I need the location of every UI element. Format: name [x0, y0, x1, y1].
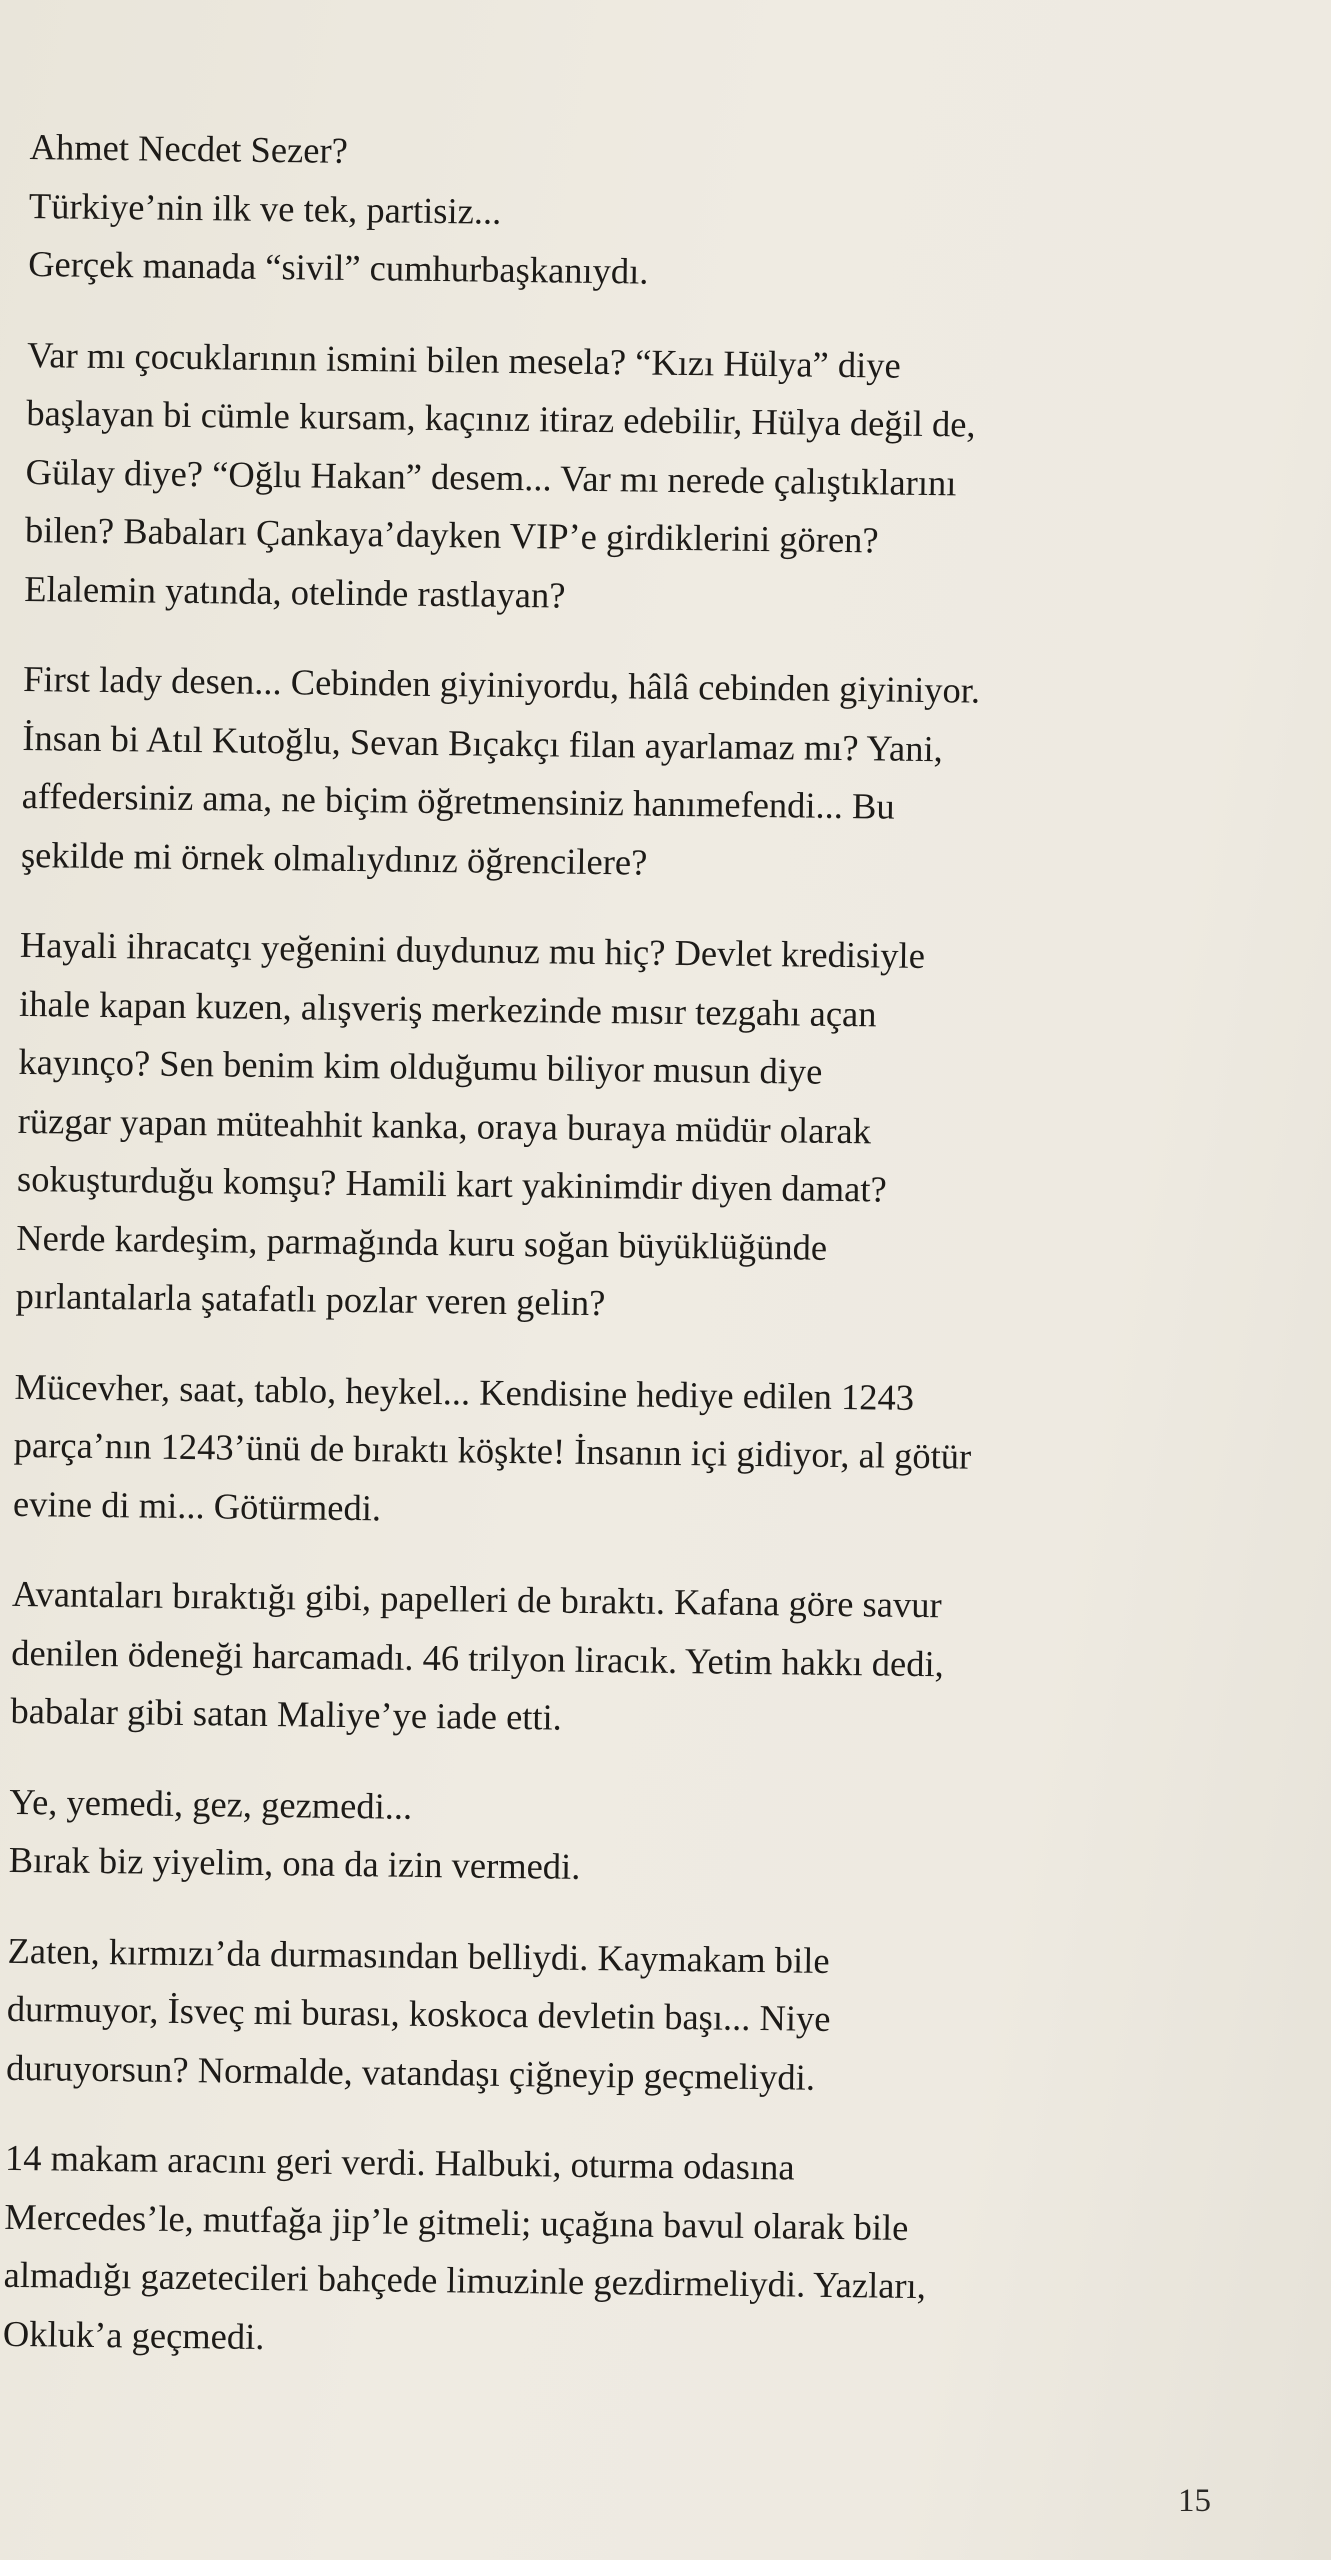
paragraph	[8, 1772, 1209, 1904]
text-line: Avantaları bıraktığı gibi, papelleri de bıraktı. Kafana göre savur	[11, 1572, 942, 1626]
text-line: Gülay diye? “Oğlu Hakan” desem... Var mı nerede çalıştıklarını	[25, 450, 957, 503]
text-line: Ahmet Necdet Sezer?	[29, 125, 349, 171]
text-line: Bırak biz yiyelim, ona da izin vermedi.	[8, 1838, 581, 1887]
paragraph	[21, 650, 1224, 899]
paragraph	[3, 2129, 1206, 2378]
text-line: bilen? Babaları Çankaya’dayken VIP’e girdiklerini gören?	[24, 508, 879, 561]
page-number: 15	[1178, 2483, 1211, 2519]
text-line: şekilde mi örnek olmalıydınız öğrencilere?	[20, 833, 648, 883]
text-line: Mücevher, saat, tablo, heykel... Kendisine hediye edilen 1243	[14, 1365, 915, 1418]
text-line: First lady desen... Cebinden giyiniyordu, hâlâ cebinden giyiniyor.	[22, 657, 981, 711]
text-line: Zaten, kırmızı’da durmasından belliydi. Kaymakam bile	[7, 1929, 830, 1981]
text-line: Var mı çocuklarının ismini bilen mesela? “Kızı Hülya” diye	[26, 333, 902, 386]
text-line: Mercedes’le, mutfağa jip’le gitmeli; uçağına bavul olarak bile	[4, 2195, 909, 2248]
text-line: kayınço? Sen benim kim olduğumu biliyor musun diye	[18, 1040, 823, 1092]
text-line: affedersiniz ama, ne biçim öğretmensiniz hanımefendi... Bu	[21, 774, 895, 827]
body-text	[2, 118, 1230, 2409]
text-line: Ye, yemedi, gez, gezmedi...	[9, 1780, 413, 1827]
text-line: ihale kapan kuzen, alışveriş merkezinde mısır tezgahı açan	[18, 982, 877, 1034]
text-line: başlayan bi cümle kursam, kaçınız itiraz edebilir, Hülya değil de,	[26, 391, 976, 445]
show-through-text	[1230, 130, 1331, 2330]
paragraph	[6, 1921, 1208, 2111]
text-line: Gerçek manada “sivil” cumhurbaşkanıydı.	[27, 242, 649, 292]
text-line: durmuyor, İsveç mi burası, koskoca devletin başı... Niye	[6, 1987, 831, 2039]
text-line: denilen ödeneği harcamadı. 46 trilyon liracık. Yetim hakkı dedi,	[11, 1631, 945, 1684]
paragraph	[24, 325, 1227, 632]
text-line: Türkiye’nin ilk ve tek, partisiz...	[28, 184, 502, 232]
paragraph	[28, 118, 1230, 308]
text-line: Okluk’a geçmedi.	[2, 2312, 265, 2357]
text-line: 14 makam aracını geri verdi. Halbuki, oturma odasına	[4, 2136, 795, 2188]
text-line: Hayali ihracatçı yeğenini duydunuz mu hiç? Devlet kredisiyle	[19, 923, 926, 976]
text-line: parça’nın 1243’ünü de bıraktı köşkte! İnsanın içi gidiyor, al götür	[13, 1423, 972, 1477]
text-line: sokuşturduğu komşu? Hamili kart yakinimdir diyen damat?	[16, 1157, 887, 1210]
text-line: Elalemin yatında, otelinde rastlayan?	[24, 567, 566, 616]
text-line: babalar gibi satan Maliye’ye iade etti.	[10, 1689, 563, 1738]
text-line: almadığı gazetecileri bahçede limuzinle gezdirmeliydi. Yazları,	[3, 2253, 927, 2307]
paragraph	[15, 916, 1220, 1340]
paragraph	[13, 1357, 1215, 1547]
text-line: evine di mi... Götürmedi.	[12, 1482, 382, 1528]
paragraph	[10, 1565, 1212, 1755]
text-line: pırlantalarla şatafatlı pozlar veren gelin?	[15, 1274, 606, 1324]
text-line: duruyorsun? Normalde, vatandaşı çiğneyip geçmeliydi.	[5, 2046, 816, 2098]
text-line: rüzgar yapan müteahhit kanka, oraya buraya müdür olarak	[17, 1099, 872, 1151]
text-line: İnsan bi Atıl Kutoğlu, Sevan Bıçakçı filan ayarlamaz mı? Yani,	[22, 716, 944, 769]
text-line: Nerde kardeşim, parmağında kuru soğan büyüklüğünde	[16, 1216, 828, 1268]
